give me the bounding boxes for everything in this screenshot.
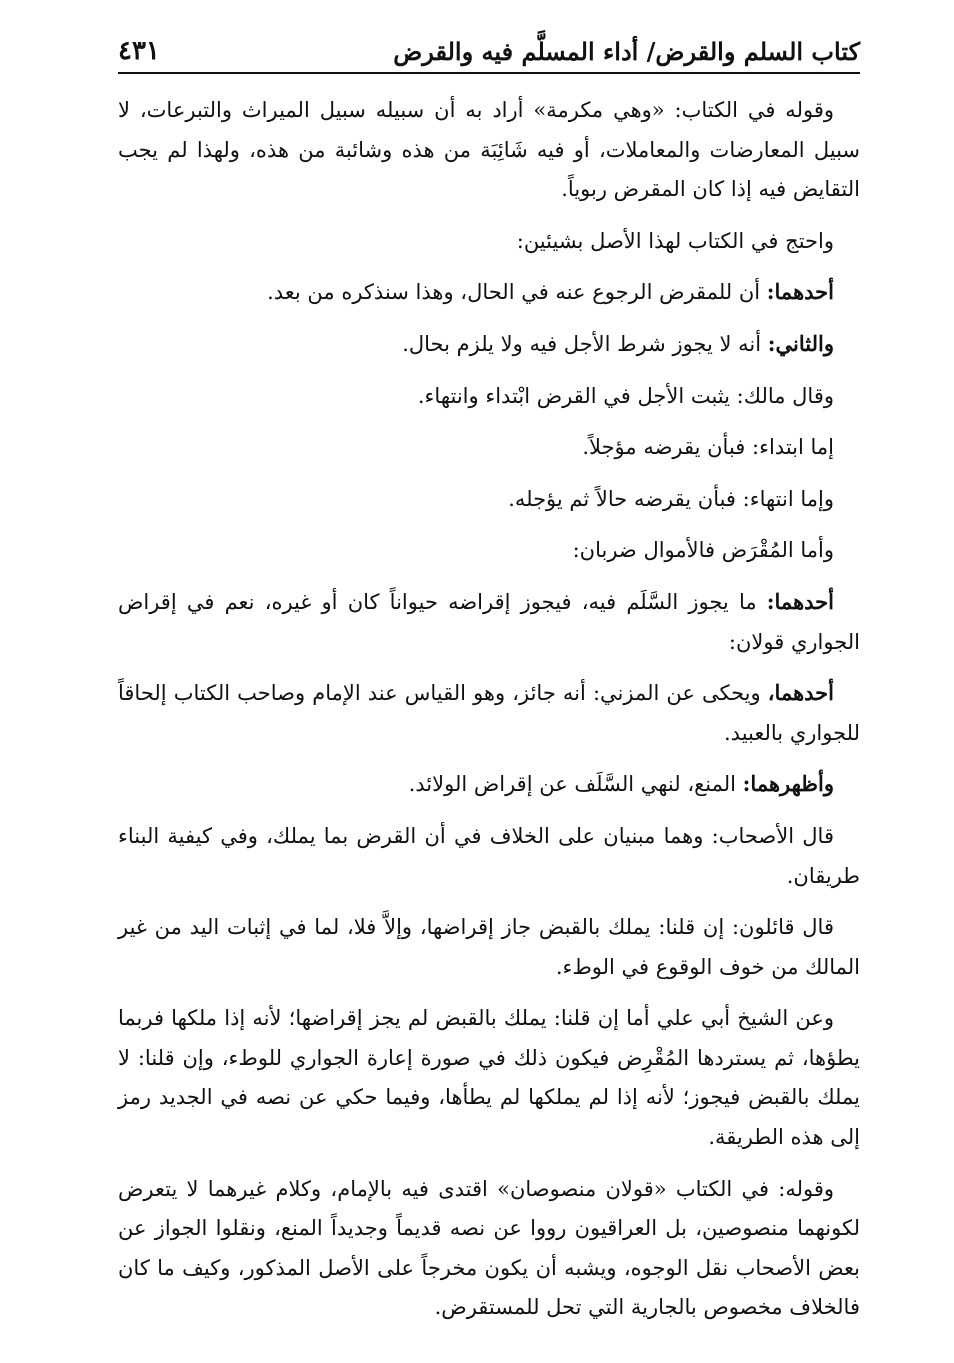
paragraph [118,816,860,896]
paragraph [118,221,860,262]
paragraph-text: وقوله في الكتاب: «وهي مكرمة» أراد به أن سبيله سبيل الميراث والتبرعات، لا سبيل المعارضات والمعاملات، أو فيه شَائِبَة من هذه وشائبة من هذه، ولهذا لم يجب التقايض فيه إذا كان المقرض ربوياً. [118,98,860,202]
paragraph [118,324,860,365]
page-number: ٤٣١ [118,36,160,66]
paragraph-text: وأما المُقْرَض فالأموال ضربان: [572,538,834,563]
paragraph [118,764,860,805]
paragraph [118,907,860,987]
paragraph-text: ما يجوز السَّلَم فيه، فيجوز إقراضه حيواناً كان أو غيره، نعم في إقراض الجواري قولان: [118,589,860,654]
running-header [118,26,860,74]
paragraph [118,427,860,468]
paragraph [118,530,860,571]
paragraph-lead: أحدهما، [767,680,834,706]
paragraph-lead: أحدهما: [766,588,834,614]
paragraph-text: وقال مالك: يثبت الأجل في القرض ابْتداء وانتهاء. [417,383,834,408]
paragraph-text: وعن الشيخ أبي علي أما إن قلنا: يملك بالقبض لم يجز إقراضها؛ لأنه إذا ملكها فربما يطؤها، ثم يستردها المُقْرِض فيكون ذلك في صورة إعارة الجواري للوطء، وإن قلنا: لا يملك بالقبض فيجوز؛ لأنه إذا لم يملكها لم يطأها، وفيما حكي عن نصه في الجديد رمز إلى هذه الطريقة. [118,1006,860,1150]
paragraph-text: واحتج في الكتاب لهذا الأصل بشيئين: [516,228,834,253]
header-title: كتاب السلم والقرض/ أداء المسلَّم فيه والقرض [393,37,860,66]
paragraph [118,479,860,520]
paragraph [118,582,860,662]
paragraph-text: وقوله: في الكتاب «قولان منصوصان» اقتدى فيه بالإمام، وكلام غيرهما لا يتعرض لكونهما منصوصين، بل العراقيون رووا عن نصه قديماً وجديداً المنع، ونقلوا الجواز عن بعض الأصحاب نقل الوجوه، ويشبه أن يكون مخرجاً على الأصل المذكور، وكيف ما كان فالخلاف مخصوص بالجارية التي تحل للمستقرض. [118,1176,860,1320]
paragraph-text: المنع، لنهي السَّلَف عن إقراض الولائد. [408,772,743,797]
paragraph-lead: والثاني: [767,330,834,356]
paragraph [118,998,860,1157]
paragraph-text: أن للمقرض الرجوع عنه في الحال، وهذا سنذكره من بعد. [267,280,767,305]
paragraph [118,1169,860,1328]
paragraph-text: قال قائلون: إن قلنا: يملك بالقبض جاز إقراضها، وإلاَّ فلا، لما في إثبات اليد من غير المالك من خوف الوقوع في الوطء. [118,915,860,979]
body-text [118,90,860,1339]
paragraph [118,673,860,753]
paragraph [118,90,860,210]
paragraph-text: أنه لا يجوز شرط الأجل فيه ولا يلزم بحال. [402,331,768,356]
paragraph [118,376,860,417]
paragraph [118,272,860,313]
paragraph-text: وإما انتهاء: فبأن يقرضه حالاً ثم يؤجله. [508,486,834,511]
paragraph-lead: وأظهرهما: [742,771,834,797]
paragraph-lead: أحدهما: [766,279,834,305]
paragraph-text: ويحكى عن المزني: أنه جائز، وهو القياس عند الإمام وصاحب الكتاب إلحاقاً للجواري بالعبيد. [118,681,860,745]
paragraph-text: قال الأصحاب: وهما مبنيان على الخلاف في أن القرض بما يملك، وفي كيفية البناء طريقان. [118,823,860,888]
paragraph-text: إما ابتداء: فبأن يقرضه مؤجلاً. [582,435,834,460]
